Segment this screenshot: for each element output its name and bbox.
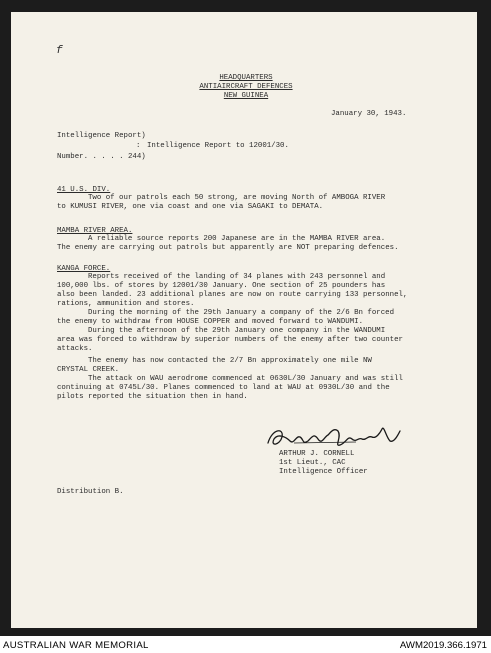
section-line: The enemy has now contacted the 2/7 Bn approximately one mile NW bbox=[88, 357, 372, 365]
section-line: area was forced to withdraw by superior numbers of the enemy after two counter bbox=[57, 336, 403, 344]
report-ref-line-2: Number. . . . . 244) bbox=[57, 153, 146, 161]
section-line: continuing at 0745L/30. Planes commenced to land at WAU at 0930L/30 and the bbox=[57, 384, 390, 392]
section-heading-kanga-force: KANGA FORCE. bbox=[57, 265, 111, 273]
section-heading-41-us-div: 41 U.S. DIV. bbox=[57, 186, 111, 194]
institution-label: AUSTRALIAN WAR MEMORIAL bbox=[3, 640, 149, 651]
page-mark: f bbox=[56, 45, 63, 57]
section-line: A reliable source reports 200 Japanese are in the MAMBA RIVER area. bbox=[88, 235, 386, 243]
handwritten-signature bbox=[264, 423, 404, 453]
report-ref-colon: : bbox=[136, 142, 141, 150]
section-line: During the morning of the 29th January a company of the 2/6 Bn forced bbox=[88, 309, 395, 317]
section-line: CRYSTAL CREEK. bbox=[57, 366, 120, 374]
section-line: The enemy are carrying out patrols but apparently are NOT preparing defences. bbox=[57, 244, 399, 252]
accession-number: AWM2019.366.1971 bbox=[399, 640, 487, 651]
letterhead-line-2: ANTIAIRCRAFT DEFENCES bbox=[199, 83, 293, 92]
section-line: The attack on WAU aerodrome commenced at 0630L/30 January and was still bbox=[88, 375, 403, 383]
distribution-note: Distribution B. bbox=[57, 488, 124, 496]
section-line: the enemy to withdraw from HOUSE COPPER and moved forward to WANDUMI. bbox=[57, 318, 364, 326]
archive-footer bbox=[0, 636, 491, 653]
section-line: Two of our patrols each 50 strong, are moving North of AMBOGA RIVER bbox=[88, 194, 386, 202]
section-line: also been landed. 23 additional planes are now on route carrying 133 personnel, bbox=[57, 291, 408, 299]
document-date: January 30, 1943. bbox=[331, 110, 407, 118]
section-line: rations, ammunition and stores. bbox=[57, 300, 195, 308]
signatory-name: ARTHUR J. CORNELL bbox=[279, 450, 355, 458]
letterhead bbox=[171, 74, 321, 102]
section-line: to KUMUSI RIVER, one via coast and one via SAGAKI to DEMATA. bbox=[57, 203, 324, 211]
signatory-title: Intelligence Officer bbox=[279, 468, 368, 476]
section-line: pilots reported the situation then in hand. bbox=[57, 393, 248, 401]
section-line: During the afternoon of the 29th January one company in the WANDUMI bbox=[88, 327, 386, 335]
letterhead-line-1: HEADQUARTERS bbox=[219, 74, 273, 82]
report-subject: Intelligence Report to 12001/30. bbox=[147, 142, 289, 150]
section-line: Reports received of the landing of 34 planes with 243 personnel and bbox=[88, 273, 386, 281]
section-line: attacks. bbox=[57, 345, 93, 353]
document-page bbox=[11, 12, 477, 628]
section-line: 100,000 lbs. of stores by 12001/30 January. One section of 25 pounders has bbox=[57, 282, 386, 290]
section-heading-mamba-river: MAMBA RIVER AREA. bbox=[57, 227, 133, 235]
report-ref-line-1: Intelligence Report) bbox=[57, 132, 146, 140]
letterhead-line-3: NEW GUINEA bbox=[223, 92, 269, 101]
signatory-rank: 1st Lieut., CAC bbox=[279, 459, 346, 467]
